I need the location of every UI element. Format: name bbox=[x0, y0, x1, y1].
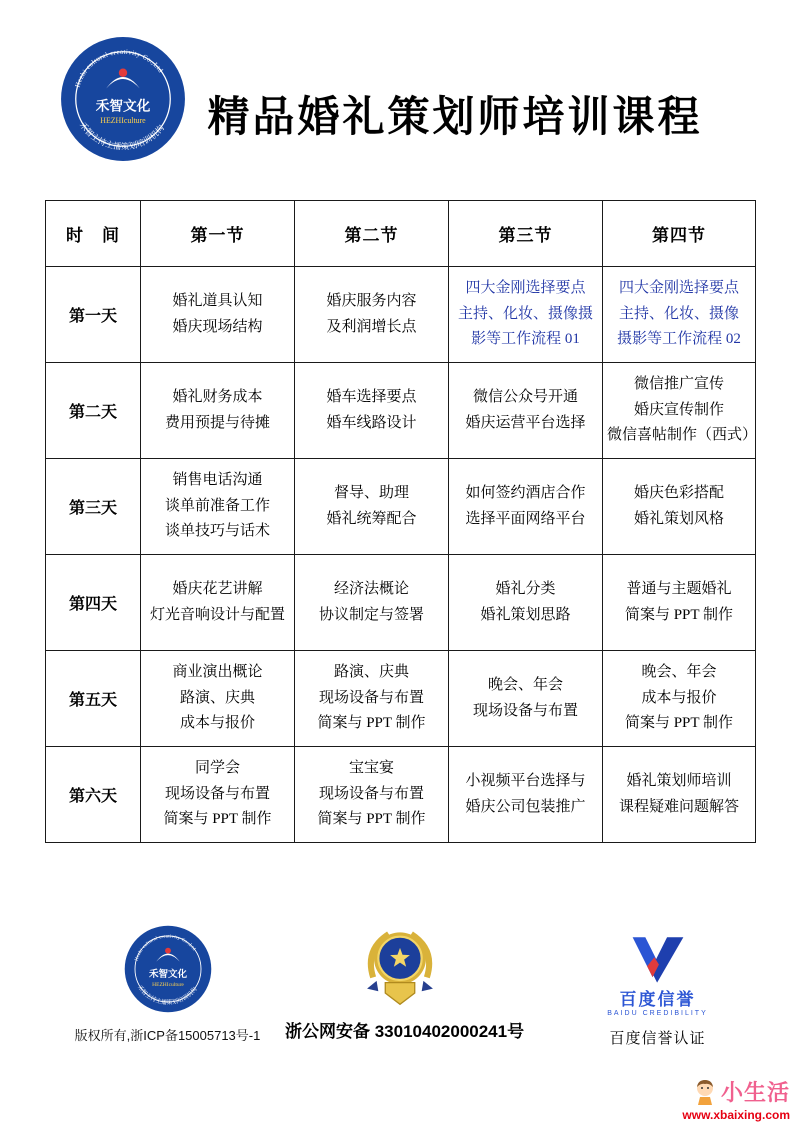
course-cell-line: 摄影等工作流程 02 bbox=[617, 331, 741, 348]
day-label: 第二天 bbox=[46, 363, 141, 459]
course-cell bbox=[449, 363, 603, 459]
course-cell-line: 小视频平台选择与 bbox=[465, 773, 586, 789]
course-cell-line: 婚庆色彩搭配 bbox=[633, 485, 724, 501]
course-cell-line: 灯光音响设计与配置 bbox=[149, 606, 285, 623]
course-cell-line: 选择平面网络平台 bbox=[465, 510, 586, 527]
course-cell bbox=[603, 651, 756, 747]
course-cell-line: 主持、化妆、摄像 bbox=[618, 305, 739, 322]
footer-baidu-block bbox=[575, 935, 740, 1048]
course-cell-line: 现场设备与布置 bbox=[472, 702, 578, 719]
course-cell bbox=[295, 555, 449, 651]
course-cell bbox=[449, 459, 603, 555]
course-cell-line: 微信推广宣传 bbox=[633, 376, 724, 393]
logo-name-cn: 禾智文化 bbox=[95, 98, 151, 114]
course-cell bbox=[141, 267, 295, 363]
column-header-session2: 第二节 bbox=[295, 201, 449, 267]
course-cell-line: 简案与 PPT 制作 bbox=[317, 715, 426, 732]
table-row bbox=[46, 363, 756, 459]
course-cell-line: 婚车线路设计 bbox=[326, 414, 417, 431]
course-cell-line: 课程疑难问题解答 bbox=[618, 798, 739, 815]
page-title: 精品婚礼策划师培训课程 bbox=[207, 93, 703, 140]
column-header-session1: 第一节 bbox=[141, 201, 295, 267]
course-cell bbox=[141, 363, 295, 459]
course-cell-line: 婚礼统筹配合 bbox=[326, 510, 417, 527]
table-row bbox=[46, 651, 756, 747]
table-row bbox=[46, 747, 756, 843]
logo-name-cn: 禾智文化 bbox=[148, 970, 187, 981]
course-cell bbox=[295, 363, 449, 459]
course-cell-line: 婚庆公司包装推广 bbox=[465, 798, 586, 815]
table-row bbox=[46, 555, 756, 651]
course-cell-line: 商业演出概论 bbox=[172, 664, 263, 681]
police-badge-icon bbox=[361, 923, 439, 1011]
course-cell bbox=[603, 747, 756, 843]
course-cell bbox=[141, 747, 295, 843]
course-cell bbox=[141, 459, 295, 555]
day-label: 第五天 bbox=[46, 651, 141, 747]
course-cell bbox=[449, 651, 603, 747]
course-cell-line: 路演、庆典 bbox=[179, 689, 255, 706]
course-cell bbox=[141, 651, 295, 747]
course-cell-line: 现场设备与布置 bbox=[164, 785, 270, 802]
baidu-credibility-subtitle: BAIDU CREDIBILITY bbox=[607, 1010, 708, 1017]
course-cell-line: 费用预提与待摊 bbox=[164, 414, 270, 431]
course-cell bbox=[295, 651, 449, 747]
day-label: 第一天 bbox=[46, 267, 141, 363]
baidu-credibility-title: 百度信誉 bbox=[619, 990, 696, 1009]
day-label: 第三天 bbox=[46, 459, 141, 555]
day-label: 第四天 bbox=[46, 555, 141, 651]
column-header-time: 时 间 bbox=[46, 201, 141, 267]
course-cell-line: 经济法概论 bbox=[333, 581, 409, 597]
course-cell-line: 现场设备与布置 bbox=[318, 785, 424, 802]
course-cell-line: 现场设备与布置 bbox=[318, 689, 424, 706]
course-cell bbox=[295, 459, 449, 555]
course-cell bbox=[603, 267, 756, 363]
course-cell-line: 宝宝宴 bbox=[348, 760, 394, 777]
footer-police-block bbox=[285, 923, 525, 1042]
course-cell-line: 婚礼策划风格 bbox=[633, 510, 724, 527]
hezhi-logo-graphic bbox=[124, 925, 212, 1013]
course-cell-line: 婚庆现场结构 bbox=[172, 318, 263, 335]
course-cell-line: 婚庆服务内容 bbox=[326, 293, 417, 309]
course-cell-line: 婚礼财务成本 bbox=[172, 389, 263, 405]
course-cell bbox=[603, 459, 756, 555]
baidu-credibility-icon bbox=[629, 935, 687, 983]
course-cell-line: 微信喜帖制作（西式） bbox=[607, 427, 758, 444]
course-cell-line: 婚礼道具认知 bbox=[172, 293, 263, 309]
course-cell bbox=[449, 555, 603, 651]
course-cell bbox=[603, 555, 756, 651]
course-cell-line: 主持、化妆、摄像摄 bbox=[457, 305, 593, 322]
mascot-icon bbox=[692, 1078, 718, 1106]
course-table-body bbox=[46, 267, 756, 843]
course-cell-line: 婚车选择要点 bbox=[326, 389, 417, 405]
watermark-site-name: 小生活 bbox=[720, 1080, 790, 1105]
course-cell-line: 晚会、年会 bbox=[641, 664, 717, 681]
course-cell-line: 简案与 PPT 制作 bbox=[317, 811, 426, 828]
column-header-session4: 第四节 bbox=[603, 201, 756, 267]
course-cell-line: 简案与 PPT 制作 bbox=[624, 606, 734, 623]
course-cell-line: 婚礼分类 bbox=[495, 581, 556, 597]
logo-ring-text-bottom: 禾智主持主播策划培训机构 bbox=[135, 984, 199, 1007]
course-cell-line: 谈单前准备工作 bbox=[164, 497, 270, 514]
course-cell-line: 婚礼策划师培训 bbox=[626, 773, 732, 789]
course-cell-line: 晚会、年会 bbox=[487, 677, 563, 693]
course-cell-line: 影等工作流程 01 bbox=[471, 331, 580, 348]
course-cell-line: 婚庆花艺讲解 bbox=[172, 581, 263, 597]
course-cell-line: 路演、庆典 bbox=[333, 664, 409, 681]
watermark-url[interactable]: www.xbaixing.com bbox=[682, 1108, 790, 1122]
course-cell-line: 简案与 PPT 制作 bbox=[624, 715, 734, 732]
logo-ring-text-top: Hezhi cultural creativity Co.,Ltd bbox=[134, 934, 196, 962]
course-cell-line: 婚庆宣传制作 bbox=[633, 401, 724, 418]
course-cell-line: 成本与报价 bbox=[179, 715, 255, 732]
course-table bbox=[45, 200, 756, 843]
course-cell-line: 及利润增长点 bbox=[326, 318, 417, 335]
police-record-text: 浙公网安备 33010402000241号 bbox=[285, 1022, 525, 1041]
table-row bbox=[46, 267, 756, 363]
course-cell bbox=[141, 555, 295, 651]
course-cell bbox=[449, 267, 603, 363]
course-cell-line: 四大金刚选择要点 bbox=[618, 280, 739, 297]
copyright-text: 版权所有,浙ICP备15005713号-1 bbox=[74, 1028, 261, 1043]
course-cell-line: 婚礼策划思路 bbox=[480, 606, 571, 623]
course-cell-line: 婚庆运营平台选择 bbox=[465, 414, 586, 431]
course-cell-line: 如何签约酒店合作 bbox=[465, 485, 586, 501]
course-cell bbox=[603, 363, 756, 459]
logo-ring-text-top: Hezhi cultural creativity Co.,Ltd bbox=[74, 48, 165, 89]
logo-ring-text-bottom: 禾智主持主播策划培训机构 bbox=[77, 120, 166, 152]
baidu-cert-text: 百度信誉认证 bbox=[609, 1030, 706, 1047]
day-label: 第六天 bbox=[46, 747, 141, 843]
watermark-header bbox=[682, 1076, 790, 1107]
table-row bbox=[46, 459, 756, 555]
course-cell bbox=[449, 747, 603, 843]
course-cell-line: 成本与报价 bbox=[641, 689, 717, 706]
course-cell-line: 谈单技巧与话术 bbox=[164, 523, 270, 540]
course-cell bbox=[295, 747, 449, 843]
logo-name-en: HEZHIculture bbox=[151, 981, 184, 988]
course-cell-line: 督导、助理 bbox=[333, 485, 409, 501]
logo-name-en: HEZHIculture bbox=[100, 116, 146, 126]
hezhi-logo-footer bbox=[124, 925, 212, 1013]
column-header-session3: 第三节 bbox=[449, 201, 603, 267]
course-cell-line: 微信公众号开通 bbox=[472, 389, 578, 405]
table-header-row bbox=[46, 201, 756, 267]
footer-copyright-block bbox=[70, 925, 265, 1044]
course-cell-line: 同学会 bbox=[194, 760, 240, 777]
course-cell-line: 四大金刚选择要点 bbox=[465, 280, 586, 297]
course-cell-line: 协议制定与签署 bbox=[318, 606, 424, 623]
course-cell-line: 销售电话沟通 bbox=[172, 472, 263, 489]
course-cell-line: 简案与 PPT 制作 bbox=[163, 811, 272, 828]
watermark bbox=[682, 1076, 790, 1122]
course-cell-line: 普通与主题婚礼 bbox=[626, 581, 732, 597]
course-cell bbox=[295, 267, 449, 363]
